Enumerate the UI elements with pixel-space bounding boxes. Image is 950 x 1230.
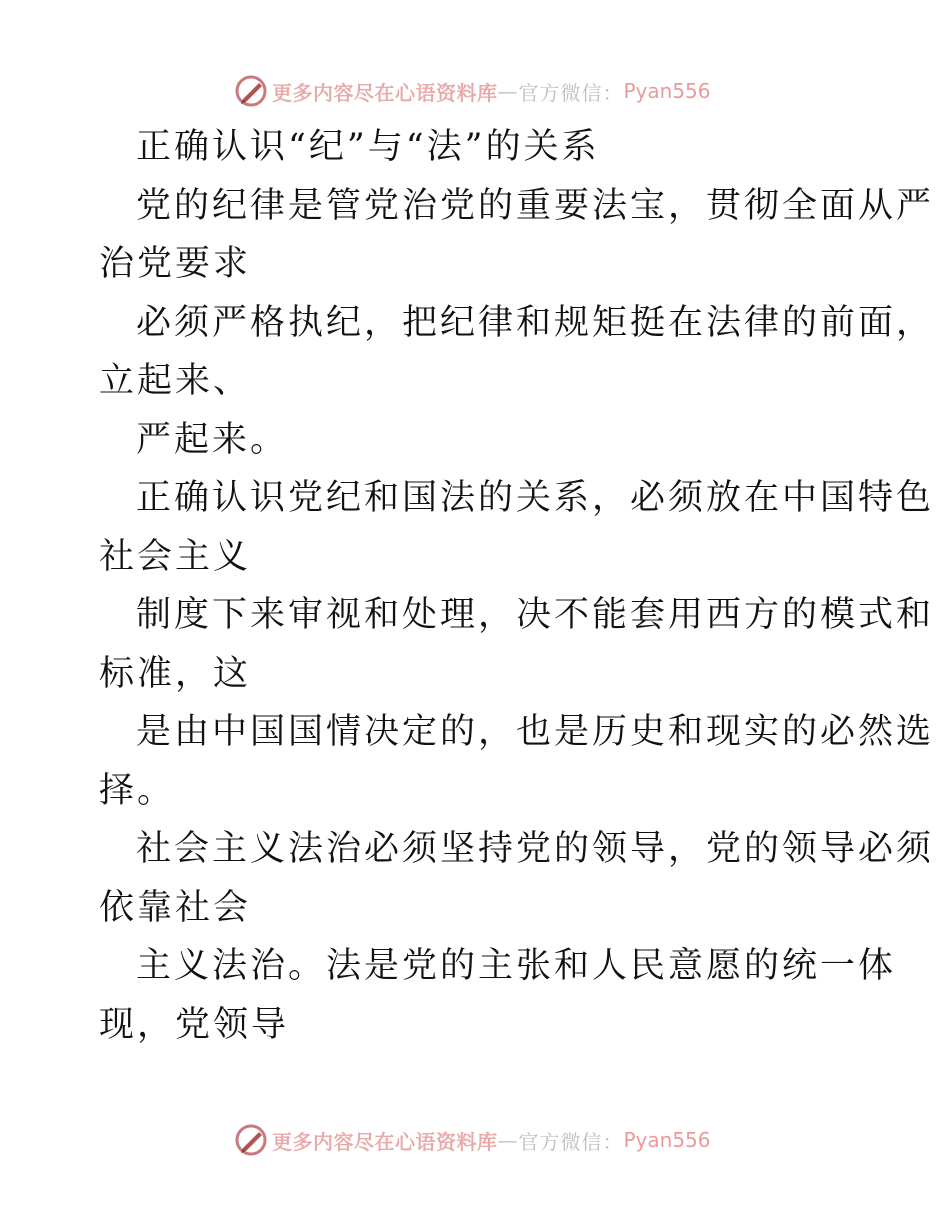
paragraph-line: 制度下来审视和处理，决不能套用西方的模式和 xyxy=(136,595,935,635)
banner-wechat-id: Pyan556 xyxy=(623,1128,711,1152)
banner-title: 更多内容尽在心语资料库 xyxy=(272,80,498,105)
paragraph-line: 治党要求 xyxy=(99,244,252,284)
paragraph-line: 社会主义 xyxy=(99,536,252,577)
paragraph-line: 必须严格执纪，把纪律和规矩挺在法律的前面， xyxy=(136,302,935,343)
banner-wechat-label: 官方微信： xyxy=(518,1129,624,1154)
paragraph-line: 立起来、 xyxy=(99,361,252,401)
banner-title: 更多内容尽在心语资料库 xyxy=(272,1129,498,1154)
footer-banner[interactable] xyxy=(234,1122,711,1158)
paragraph-line: 择。 xyxy=(99,770,176,811)
pen-logo-icon xyxy=(234,1123,268,1157)
paragraph-line: 依靠社会 xyxy=(99,887,252,928)
heading-line: 正确认识“纪”与“法”的关系 xyxy=(136,127,600,167)
document-body xyxy=(99,118,935,1054)
paragraph-line: 主义法治。法是党的主张和人民意愿的统一体 xyxy=(136,946,897,986)
paragraph-line: 现，党领导 xyxy=(99,1004,290,1045)
header-banner[interactable] xyxy=(234,73,711,109)
pen-logo-icon xyxy=(234,74,268,108)
paragraph-line: 党的纪律是管党治党的重要法宝，贯彻全面从严 xyxy=(136,185,935,226)
banner-wechat-id: Pyan556 xyxy=(623,79,711,103)
banner-dash: — xyxy=(497,1128,519,1152)
paragraph-line: 标准，这 xyxy=(99,653,252,694)
banner-wechat-label: 官方微信： xyxy=(518,80,624,105)
paragraph-line: 是由中国国情决定的，也是历史和现实的必然选 xyxy=(136,712,935,752)
paragraph-line: 社会主义法治必须坚持党的领导，党的领导必须 xyxy=(136,829,935,869)
paragraph-line: 严起来。 xyxy=(136,419,289,460)
banner-dash: — xyxy=(497,79,519,103)
paragraph-line: 正确认识党纪和国法的关系，必须放在中国特色 xyxy=(136,478,935,518)
